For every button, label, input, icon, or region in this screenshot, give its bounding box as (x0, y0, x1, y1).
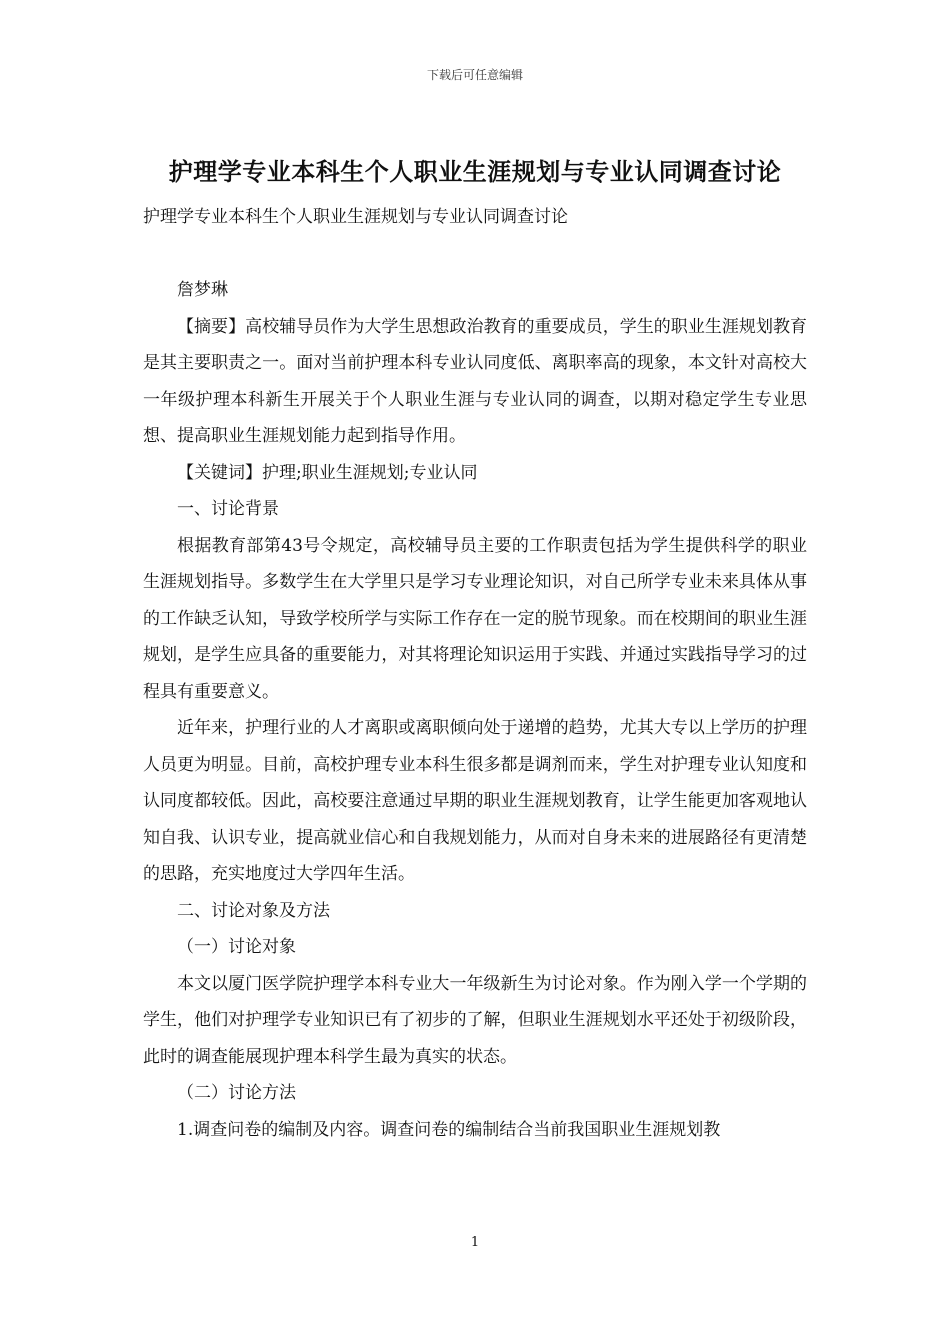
document-subtitle: 护理学专业本科生个人职业生涯规划与专业认同调查讨论 (143, 207, 568, 227)
header-note: 下载后可任意编辑 (426, 68, 523, 82)
page-number: 1 (470, 1235, 480, 1250)
body-paragraph: 本文以厦门医学院护理学本科专业大一年级新生为讨论对象。作为刚入学一个学期的学生，他们对护理学专业知识已有了初步的了解，但职业生涯规划水平还处于初级阶段，此时的调查能展现护理本科学生最为真实的状态。 (143, 973, 807, 1067)
body-paragraph: 近年来，护理行业的人才离职或离职倾向处于递增的趋势，尤其大专以上学历的护理人员更为明显。目前，高校护理专业本科生很多都是调剂而来，学生对护理专业认知度和认同度都较低。因此，高校要注意通过早期的职业生涯规划教育，让学生能更加客观地认知自我、认识专业，提高就业信心和自我规划能力，从而对自身未来的进展路径有更清楚的思路，充实地度过大学四年生活。 (143, 718, 807, 884)
section-heading-background: 一、讨论背景 (177, 499, 279, 519)
subsection-heading-method: （二）讨论方法 (177, 1083, 296, 1103)
document-body (143, 272, 807, 1148)
abstract-paragraph: 【摘要】高校辅导员作为大学生思想政治教育的重要成员，学生的职业生涯规划教育是其主要职责之一。面对当前护理本科专业认同度低、离职率高的现象，本文针对高校大一年级护理本科新生开展关于个人职业生涯与专业认同的调查，以期对稳定学生专业思想、提高职业生涯规划能力起到指导作用。 (143, 316, 807, 446)
author-name: 詹梦琳 (177, 280, 228, 300)
keywords-paragraph: 【关键词】护理;职业生涯规划;专业认同 (177, 462, 478, 483)
section-heading-methods: 二、讨论对象及方法 (177, 900, 330, 921)
document-title: 护理学专业本科生个人职业生涯规划与专业认同调查讨论 (168, 157, 782, 186)
subsection-heading-subjects: （一）讨论对象 (177, 937, 296, 957)
body-paragraph: 根据教育部第43号令规定，高校辅导员主要的工作职责包括为学生提供科学的职业生涯规划指导。多数学生在大学里只是学习专业理论知识，对自己所学专业未来具体从事的工作缺乏认知，导致学校所学与实际工作存在一定的脱节现象。而在校期间的职业生涯规划，是学生应具备的重要能力，对其将理论知识运用于实践、并通过实践指导学习的过程具有重要意义。 (143, 535, 807, 702)
body-paragraph: 1.调查问卷的编制及内容。调查问卷的编制结合当前我国职业生涯规划教 (177, 1119, 721, 1140)
